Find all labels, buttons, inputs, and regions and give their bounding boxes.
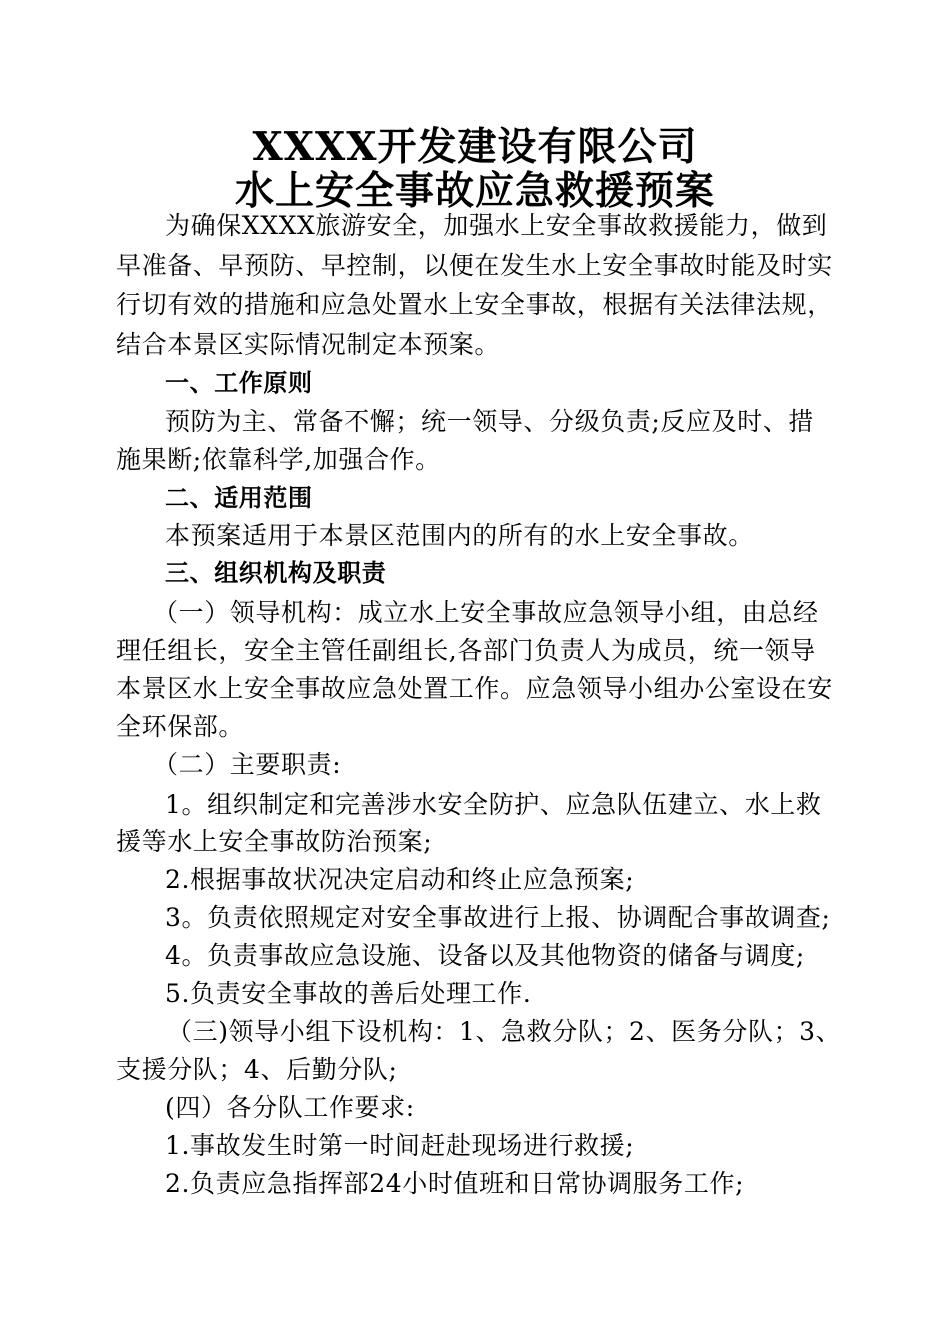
paragraph-scope-line-1: 本预案适用于本景区范围内的所有的水上安全事故。 bbox=[165, 521, 754, 550]
duty-item-3: 3。负责依照规定对安全事故进行上报、协调配合事故调查; bbox=[165, 903, 831, 932]
paragraph-principles-line-1: 预防为主、常备不懈；统一领导、分级负责;反应及时、措 bbox=[165, 407, 815, 436]
document-title-plan: 水上安全事故应急救援预案 bbox=[234, 168, 715, 214]
paragraph-intro-line-2: 早准备、早预防、早控制，以便在发生水上安全事故时能及时实 bbox=[116, 251, 833, 280]
duty-item-5: 5.负责安全事故的善后处理工作. bbox=[165, 979, 532, 1008]
paragraph-principles-line-2: 施果断;依靠科学,加强合作。 bbox=[116, 445, 441, 474]
section-heading-scope: 二、适用范围 bbox=[165, 484, 313, 512]
subheading-main-duties: （二）主要职责: bbox=[153, 750, 342, 779]
paragraph-intro-line-1: 为确保XXXX旅游安全，加强水上安全事故救援能力，做到 bbox=[165, 211, 828, 240]
duty-item-2: 2.根据事故状况决定启动和终止应急预案; bbox=[165, 865, 635, 894]
paragraph-leadership-line-3: 本景区水上安全事故应急处置工作。应急领导小组办公室设在安 bbox=[116, 674, 833, 703]
paragraph-leadership-line-2: 理任组长，安全主管任副组长,各部门负责人为成员，统一领导 bbox=[116, 636, 816, 665]
document-title-company: XXXX开发建设有限公司 bbox=[252, 124, 698, 170]
section-heading-principles: 一、工作原则 bbox=[165, 369, 313, 397]
requirement-item-2: 2.负责应急指挥部24小时值班和日常协调服务工作; bbox=[165, 1169, 745, 1198]
paragraph-leadership-line-1: （一）领导机构：成立水上安全事故应急领导小组，由总经 bbox=[153, 598, 819, 627]
paragraph-sub-units-line-2: 支援分队；4、后勤分队; bbox=[116, 1055, 398, 1084]
section-heading-organization: 三、组织机构及职责 bbox=[165, 559, 387, 587]
duty-item-4: 4。负责事故应急设施、设备以及其他物资的储备与调度; bbox=[165, 941, 805, 970]
paragraph-leadership-line-4: 全环保部。 bbox=[116, 712, 245, 741]
requirement-item-1: 1.事故发生时第一时间赶赴现场进行救援; bbox=[165, 1131, 635, 1160]
duty-item-1-line-2: 援等水上安全事故防治预案; bbox=[116, 827, 433, 856]
paragraph-intro-line-3: 行切有效的措施和应急处置水上安全事故，根据有关法律法规， bbox=[116, 290, 833, 319]
paragraph-sub-units-line-1: （三)领导小组下设机构：1、急救分队；2、医务分队；3、 bbox=[167, 1017, 842, 1046]
subheading-unit-requirements: (四）各分队工作要求: bbox=[165, 1093, 415, 1122]
duty-item-1-line-1: 1。组织制定和完善涉水安全防护、应急队伍建立、水上救 bbox=[165, 790, 822, 819]
paragraph-intro-line-4: 结合本景区实际情况制定本预案。 bbox=[116, 330, 501, 359]
